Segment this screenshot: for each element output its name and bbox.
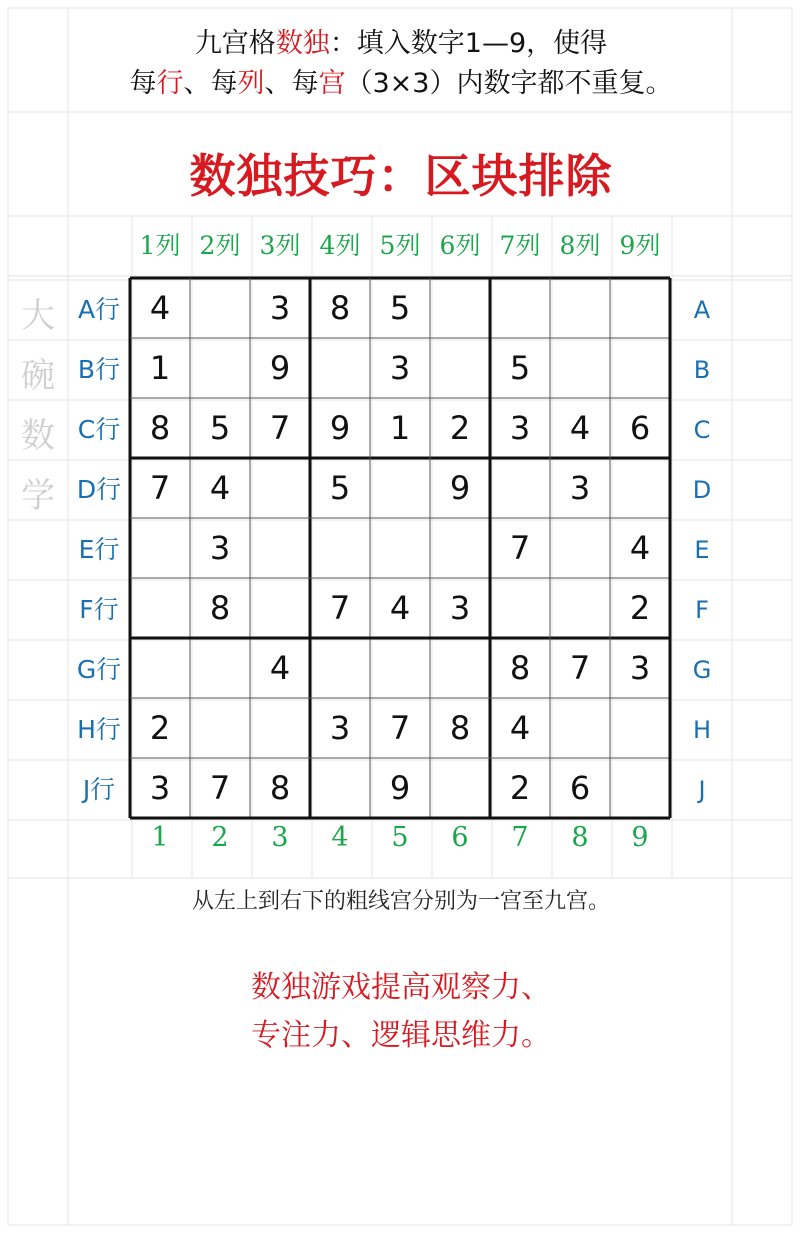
row-label-right: C	[693, 416, 711, 444]
sudoku-cell: 4	[569, 409, 591, 447]
sudoku-cell[interactable]	[310, 638, 370, 698]
sudoku-cell: 5	[389, 289, 411, 327]
intro-segment: 、每	[264, 68, 319, 99]
sudoku-cell[interactable]	[430, 338, 490, 398]
sudoku-cell: 2	[449, 409, 471, 447]
sudoku-cell: 8	[149, 409, 171, 447]
sudoku-cell: 7	[209, 769, 231, 807]
row-label: B行	[77, 355, 121, 384]
sudoku-cell: 9	[389, 769, 411, 807]
column-footer: 8	[571, 822, 589, 853]
column-footer: 4	[331, 822, 349, 853]
slogan-line-2: 专注力、逻辑思维力。	[251, 1018, 551, 1053]
row-label-right: E	[694, 536, 710, 564]
box-numbering-note: 从左上到右下的粗线宫分别为一宫至九宫。	[191, 889, 610, 914]
column-header: 7列	[499, 231, 541, 260]
column-footer: 6	[451, 822, 469, 853]
sudoku-cell: 7	[569, 649, 591, 687]
sudoku-cell[interactable]	[310, 518, 370, 578]
sudoku-cell: 4	[389, 589, 411, 627]
sudoku-cell[interactable]	[430, 278, 490, 338]
page-title: 数独技巧：区块排除	[189, 149, 613, 203]
sudoku-cell: 3	[149, 769, 171, 807]
sudoku-cell[interactable]	[430, 638, 490, 698]
sudoku-cell: 3	[449, 589, 471, 627]
row-label: E行	[78, 535, 120, 564]
sudoku-cell: 9	[449, 469, 471, 507]
sudoku-cell[interactable]	[490, 458, 550, 518]
sudoku-cell[interactable]	[250, 698, 310, 758]
column-header: 1列	[139, 231, 181, 260]
sudoku-cell[interactable]	[190, 338, 250, 398]
sudoku-cell[interactable]	[610, 458, 670, 518]
sudoku-cell: 3	[389, 349, 411, 387]
row-label-right: B	[693, 356, 711, 384]
sudoku-cell: 7	[389, 709, 411, 747]
column-header: 4列	[319, 231, 361, 260]
sudoku-cell: 6	[629, 409, 651, 447]
sudoku-cell[interactable]	[250, 578, 310, 638]
column-footer: 2	[211, 822, 229, 853]
sudoku-cell[interactable]	[490, 278, 550, 338]
sudoku-cell: 8	[509, 649, 531, 687]
column-header: 6列	[439, 231, 481, 260]
sudoku-cell[interactable]	[310, 338, 370, 398]
sudoku-cell[interactable]	[190, 638, 250, 698]
sudoku-cell[interactable]	[550, 338, 610, 398]
sudoku-cell: 8	[329, 289, 351, 327]
sudoku-cell: 7	[269, 409, 291, 447]
column-header: 2列	[199, 231, 241, 260]
intro-segment: 每	[129, 68, 157, 99]
column-footer: 1	[151, 822, 169, 853]
sudoku-cell[interactable]	[250, 518, 310, 578]
sudoku-cell[interactable]	[250, 458, 310, 518]
intro-segment: 列	[237, 68, 265, 99]
sudoku-cell: 7	[149, 469, 171, 507]
sudoku-cell[interactable]	[430, 758, 490, 818]
sudoku-cell: 4	[149, 289, 171, 327]
sudoku-cell[interactable]	[610, 338, 670, 398]
column-header: 3列	[259, 231, 301, 260]
row-label: C行	[77, 415, 121, 444]
sudoku-cell: 3	[329, 709, 351, 747]
sudoku-cell[interactable]	[130, 518, 190, 578]
row-label: D行	[76, 475, 122, 504]
intro-segment: 行	[156, 68, 184, 99]
side-watermark-char: 学	[21, 476, 55, 516]
sudoku-cell[interactable]	[610, 758, 670, 818]
intro-segment: ：填入数字1—9，使得	[329, 28, 608, 59]
sudoku-cell: 6	[569, 769, 591, 807]
sudoku-cell[interactable]	[550, 698, 610, 758]
column-footer: 5	[391, 822, 409, 853]
row-label: G行	[76, 655, 122, 684]
sudoku-cell: 5	[329, 469, 351, 507]
row-label: F行	[79, 595, 119, 624]
row-label-right: G	[692, 656, 712, 684]
row-label-right: A	[693, 296, 711, 324]
column-header: 8列	[559, 231, 601, 260]
sudoku-cell: 7	[509, 529, 531, 567]
row-label-right: D	[692, 476, 712, 504]
sudoku-cell[interactable]	[610, 698, 670, 758]
column-header: 5列	[379, 231, 421, 260]
column-footer: 7	[511, 822, 529, 853]
sudoku-cell: 3	[509, 409, 531, 447]
sudoku-cell: 7	[329, 589, 351, 627]
intro-segment: 数独	[275, 28, 330, 59]
row-label: H行	[77, 715, 121, 744]
sudoku-cell[interactable]	[130, 578, 190, 638]
sudoku-cell[interactable]	[190, 278, 250, 338]
slogan-line-1: 数独游戏提高观察力、	[251, 970, 551, 1005]
sudoku-cell: 4	[629, 529, 651, 567]
sudoku-cell: 3	[269, 289, 291, 327]
sudoku-cell: 5	[209, 409, 231, 447]
intro-segment: 、每	[183, 68, 238, 99]
sudoku-cell: 8	[269, 769, 291, 807]
intro-line-2	[70, 66, 732, 102]
sudoku-cell[interactable]	[430, 518, 490, 578]
sudoku-cell: 4	[509, 709, 531, 747]
sudoku-cell: 3	[569, 469, 591, 507]
sudoku-cell[interactable]	[550, 278, 610, 338]
sudoku-cell: 9	[269, 349, 291, 387]
side-watermark-char: 大	[21, 296, 55, 336]
column-footer: 9	[631, 822, 649, 853]
intro-line-1	[70, 26, 732, 62]
sudoku-cell[interactable]	[550, 518, 610, 578]
sudoku-board	[128, 276, 672, 820]
sudoku-cell: 1	[149, 349, 171, 387]
row-label: A行	[77, 295, 121, 324]
row-label-right: F	[695, 596, 709, 624]
sudoku-cell: 4	[269, 649, 291, 687]
side-watermark-char: 碗	[21, 356, 55, 396]
sudoku-cell[interactable]	[550, 578, 610, 638]
sudoku-cell[interactable]	[490, 578, 550, 638]
sudoku-cell: 2	[149, 709, 171, 747]
column-footer: 3	[271, 822, 289, 853]
row-label-right: H	[692, 716, 712, 744]
intro-segment: 宫	[318, 68, 346, 99]
sudoku-cell[interactable]	[370, 518, 430, 578]
sudoku-cell[interactable]	[310, 758, 370, 818]
sudoku-cell: 8	[449, 709, 471, 747]
sudoku-cell: 5	[509, 349, 531, 387]
sudoku-cell: 1	[389, 409, 411, 447]
column-header: 9列	[619, 231, 661, 260]
sudoku-cell: 2	[509, 769, 531, 807]
side-watermark-char: 数	[21, 416, 55, 456]
intro-segment: 九宫格	[194, 28, 276, 59]
sudoku-cell: 8	[209, 589, 231, 627]
sudoku-cell: 3	[629, 649, 651, 687]
sudoku-cell: 2	[629, 589, 651, 627]
row-label-right: J	[698, 776, 706, 804]
sudoku-cell[interactable]	[370, 458, 430, 518]
sudoku-cell[interactable]	[610, 278, 670, 338]
intro-segment: （3×3）内数字都不重复。	[345, 68, 673, 99]
sudoku-cell[interactable]	[370, 638, 430, 698]
sudoku-cell: 3	[209, 529, 231, 567]
sudoku-cell: 9	[329, 409, 351, 447]
row-label: J行	[82, 775, 116, 804]
sudoku-cell[interactable]	[130, 638, 190, 698]
sudoku-cell: 4	[209, 469, 231, 507]
sudoku-cell[interactable]	[190, 698, 250, 758]
